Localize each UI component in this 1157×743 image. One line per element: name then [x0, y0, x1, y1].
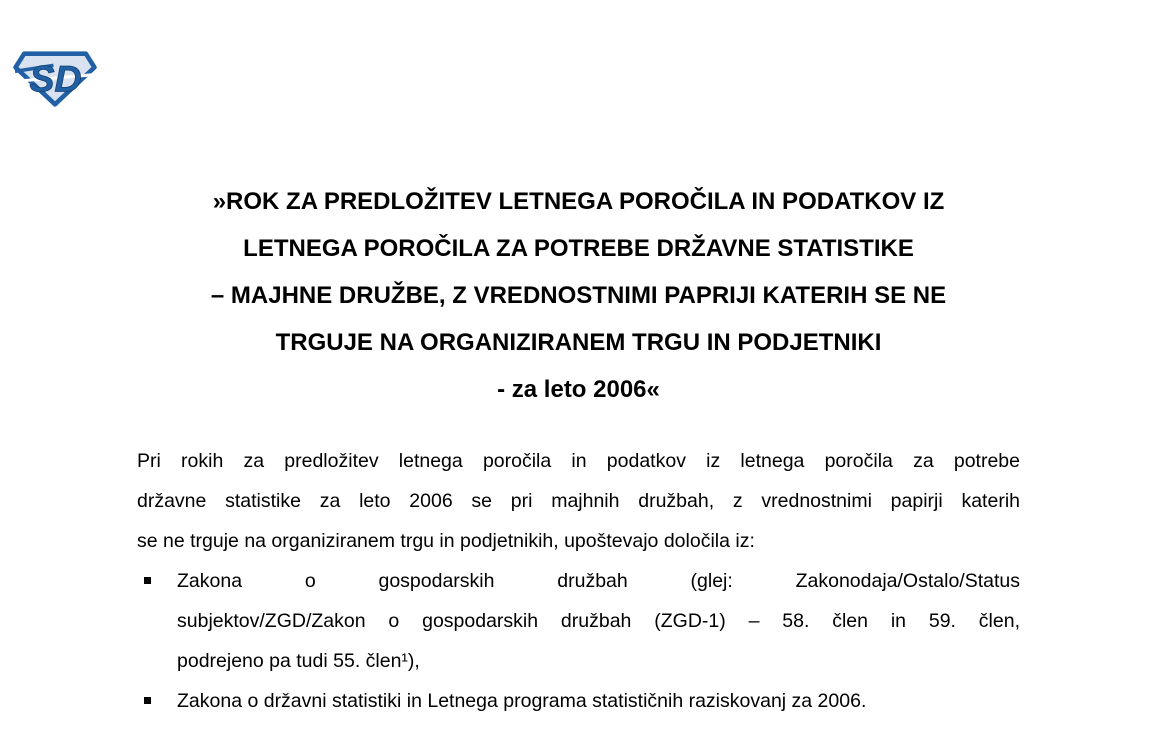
bullet-marker — [137, 681, 177, 704]
bullet-1-line-1: Zakona o gospodarskih družbah (glej: Zakonodaja/Ostalo/Status — [177, 570, 1020, 592]
title-line-5: - za leto 2006« — [497, 376, 660, 403]
title-line-1: »ROK ZA PREDLOŽITEV LETNEGA POROČILA IN PODATKOV IZ — [212, 188, 945, 215]
paragraph-line-1: Pri rokih za predložitev letnega poročila in podatkov iz letnega poročila za potrebe — [137, 450, 1020, 472]
bullet-item-1-text — [177, 561, 1020, 681]
title-line-2: LETNEGA POROČILA ZA POTREBE DRŽAVNE STATISTIKE — [243, 235, 914, 262]
document-body — [137, 441, 1020, 721]
bullet-marker — [137, 561, 177, 584]
bullet-1-line-2: subjektov/ZGD/Zakon o gospodarskih družbah (ZGD-1) – 58. člen in 59. člen, — [177, 610, 1020, 632]
sd-diamond-icon — [13, 50, 97, 108]
bullet-item-2 — [137, 681, 1020, 721]
document-title — [137, 178, 1020, 413]
bullet-2-line-1: Zakona o državni statistiki in Letnega programa statističnih raziskovanj za 2006. — [177, 690, 867, 712]
bullet-item-2-text — [177, 681, 1020, 721]
title-line-3: – MAJHNE DRUŽBE, Z VREDNOSTNIMI PAPRIJI KATERIH SE NE — [210, 282, 947, 309]
paragraph-line-3: se ne trguje na organiziranem trgu in podjetnikih, upoštevajo določila iz: — [137, 530, 755, 552]
title-line-4: TRGUJE NA ORGANIZIRANEM TRGU IN PODJETNIKI — [275, 329, 882, 356]
bullet-item-1 — [137, 561, 1020, 681]
square-bullet-icon — [144, 577, 151, 584]
intro-paragraph — [137, 441, 1020, 561]
square-bullet-icon — [144, 697, 151, 704]
paragraph-line-2: državne statistike za leto 2006 se pri majhnih družbah, z vrednostnimi papirji katerih — [137, 490, 1020, 512]
bullet-1-line-3: podrejeno pa tudi 55. člen¹), — [177, 650, 420, 672]
logo-letters: SD — [29, 57, 82, 100]
sd-logo — [13, 50, 97, 108]
